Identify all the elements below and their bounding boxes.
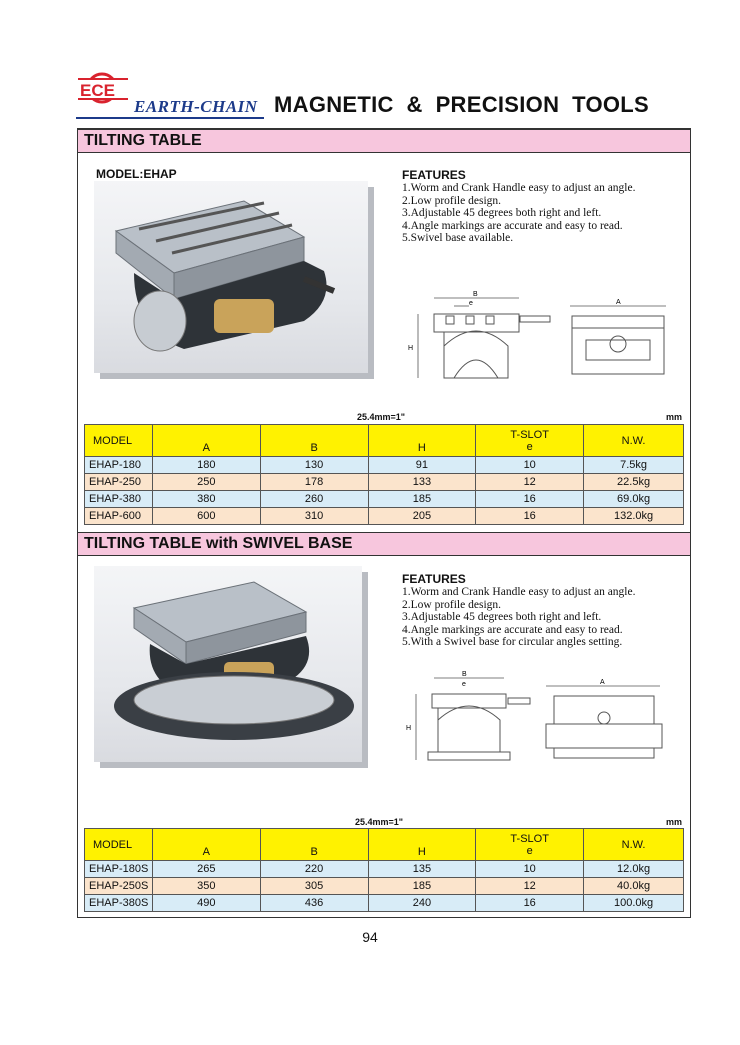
cell: 12.0kg <box>584 861 684 878</box>
cell: 12 <box>476 878 584 895</box>
features-list <box>402 586 692 649</box>
cell: 7.5kg <box>584 457 684 474</box>
col-b: B <box>260 829 368 861</box>
table-row <box>85 861 684 878</box>
cell: EHAP-250S <box>85 878 153 895</box>
dim-b-label: B <box>473 291 478 298</box>
table-row <box>85 508 684 525</box>
spec-table-ehap-s <box>84 828 684 912</box>
col-b: B <box>260 425 368 457</box>
col-model: MODEL <box>85 829 153 861</box>
spec-table-ehap <box>84 424 684 525</box>
table-row <box>85 878 684 895</box>
col-a: A <box>152 425 260 457</box>
dim-e-label: e <box>469 300 473 307</box>
cell: 130 <box>260 457 368 474</box>
section-title-tilting-table: TILTING TABLE <box>78 129 690 153</box>
cell: 310 <box>260 508 368 525</box>
model-label: MODEL:EHAP <box>96 167 177 181</box>
cell: 133 <box>368 474 476 491</box>
dim-b-label: B <box>462 671 467 678</box>
cell: 350 <box>152 878 260 895</box>
dim-h-label: H <box>408 345 414 352</box>
unit-label: mm <box>666 817 683 827</box>
cell: 205 <box>368 508 476 525</box>
front-view-drawing <box>540 678 666 768</box>
cell: 380 <box>152 491 260 508</box>
cell: 12 <box>476 474 584 491</box>
cell: EHAP-180 <box>85 457 153 474</box>
col-a: A <box>152 829 260 861</box>
feature-item: 1.Worm and Crank Handle easy to adjust an angle. <box>402 586 636 598</box>
cell: EHAP-600 <box>85 508 153 525</box>
table-row <box>85 474 684 491</box>
feature-item: 3.Adjustable 45 degrees both right and left. <box>402 611 602 623</box>
feature-item: 5.With a Swivel base for circular angles setting. <box>402 636 623 648</box>
cell: 16 <box>476 491 584 508</box>
features-title: FEATURES <box>402 572 466 586</box>
cell: 10 <box>476 861 584 878</box>
cell: 436 <box>260 895 368 912</box>
cell: EHAP-180S <box>85 861 153 878</box>
cell: 250 <box>152 474 260 491</box>
tilting-table-illustration <box>94 181 368 373</box>
feature-item: 1.Worm and Crank Handle easy to adjust an angle. <box>402 182 636 194</box>
cell: 40.0kg <box>584 878 684 895</box>
table-row <box>85 457 684 474</box>
unit-label: mm <box>666 412 683 422</box>
feature-item: 2.Low profile design. <box>402 598 502 611</box>
logo-text: ECE <box>80 81 115 100</box>
cell: 260 <box>260 491 368 508</box>
page-title: MAGNETIC & PRECISION TOOLS <box>274 92 649 117</box>
cell: 100.0kg <box>584 895 684 912</box>
cell: EHAP-250 <box>85 474 153 491</box>
cell: 265 <box>152 861 260 878</box>
table-header-row <box>85 829 684 861</box>
side-view-drawing <box>404 286 554 386</box>
product-photo-ehap <box>94 181 368 373</box>
dim-a-label: A <box>616 299 621 306</box>
unit-conversion-note: 25.4mm=1" <box>357 412 406 422</box>
cell: 178 <box>260 474 368 491</box>
cell: 185 <box>368 878 476 895</box>
brand-underline <box>76 117 264 119</box>
dim-e-label: e <box>462 681 466 688</box>
cell: EHAP-380S <box>85 895 153 912</box>
feature-item: 2.Low profile design. <box>402 194 502 207</box>
feature-item: 3.Adjustable 45 degrees both right and left. <box>402 207 602 219</box>
cell: 10 <box>476 457 584 474</box>
tslot-label: T-SLOT <box>510 832 549 845</box>
table-header-row <box>85 425 684 457</box>
cell: 16 <box>476 508 584 525</box>
tslot-e-label: e <box>526 440 533 453</box>
cell: 22.5kg <box>584 474 684 491</box>
features-title: FEATURES <box>402 168 466 182</box>
brand-name: EARTH-CHAIN <box>134 97 258 116</box>
cell: 132.0kg <box>584 508 684 525</box>
col-nw: N.W. <box>584 829 684 861</box>
front-view-drawing <box>566 296 670 380</box>
swivel-table-illustration <box>94 566 362 762</box>
cell: 600 <box>152 508 260 525</box>
table-row <box>85 491 684 508</box>
tslot-label: T-SLOT <box>510 428 549 441</box>
col-tslot <box>476 829 584 861</box>
dim-a-label: A <box>600 679 605 686</box>
features-list <box>402 182 692 245</box>
cell: 490 <box>152 895 260 912</box>
col-h: H <box>368 829 476 861</box>
product-photo-ehap-s <box>94 566 362 762</box>
cell: 91 <box>368 457 476 474</box>
col-tslot <box>476 425 584 457</box>
page-number: 94 <box>362 929 378 945</box>
cell: 16 <box>476 895 584 912</box>
cell: EHAP-380 <box>85 491 153 508</box>
table-row <box>85 895 684 912</box>
dim-h-label: H <box>406 725 412 732</box>
section-title-swivel-base: TILTING TABLE with SWIVEL BASE <box>78 532 690 556</box>
feature-item: 4.Angle markings are accurate and easy to read. <box>402 623 623 636</box>
feature-item: 4.Angle markings are accurate and easy to read. <box>402 219 623 232</box>
col-nw: N.W. <box>584 425 684 457</box>
cell: 240 <box>368 895 476 912</box>
feature-item: 5.Swivel base available. <box>402 232 514 244</box>
col-model: MODEL <box>85 425 153 457</box>
cell: 180 <box>152 457 260 474</box>
unit-conversion-note: 25.4mm=1" <box>355 817 404 827</box>
cell: 220 <box>260 861 368 878</box>
cell: 69.0kg <box>584 491 684 508</box>
cell: 185 <box>368 491 476 508</box>
col-h: H <box>368 425 476 457</box>
tslot-e-label: e <box>526 844 533 857</box>
side-view-drawing <box>404 668 536 768</box>
cell: 135 <box>368 861 476 878</box>
cell: 305 <box>260 878 368 895</box>
